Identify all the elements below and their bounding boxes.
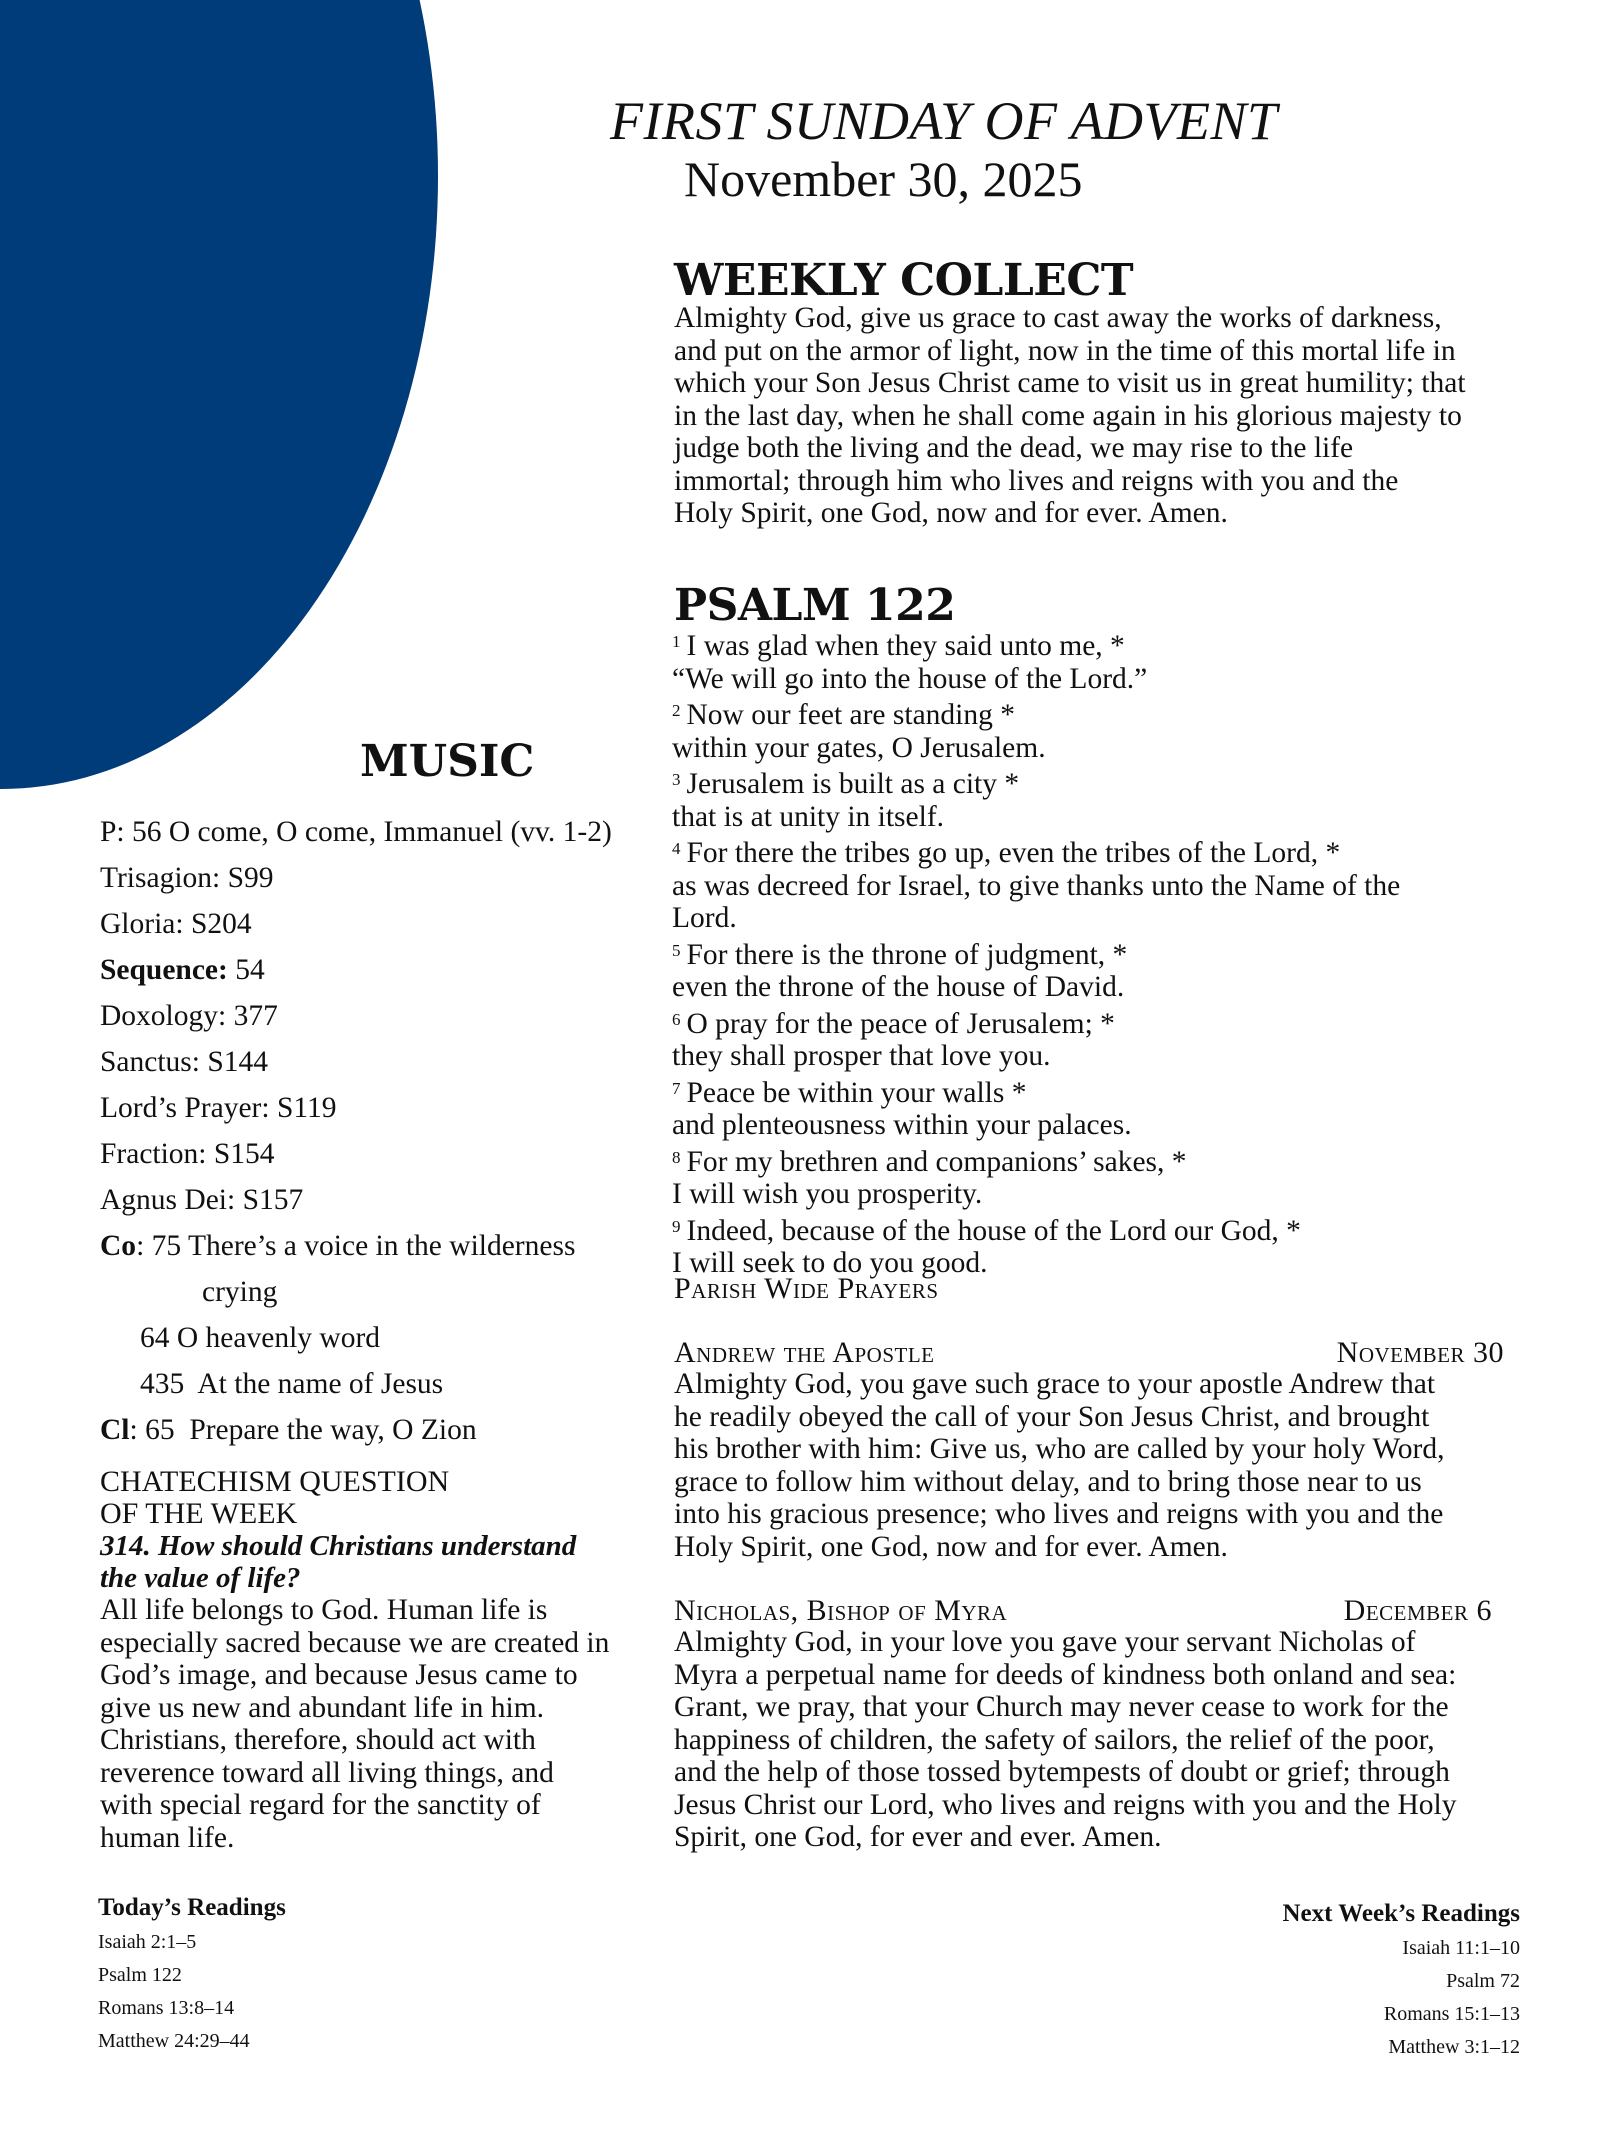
prayer-line: happiness of children, the safety of sailors, the relief of the poor, — [674, 1723, 1435, 1756]
feast-header-andrew — [674, 1336, 1504, 1370]
psalm-verse-line: $^6$ O pray for the peace of Jerusalem; * — [672, 1007, 1115, 1040]
reading-item: Romans 15:1–13 — [1383, 2003, 1520, 2025]
music-item — [100, 901, 660, 947]
next-readings-heading: Next Week’s Readings — [1282, 1900, 1520, 1927]
collect-line: and put on the armor of light, now in the time of this mortal life in — [674, 334, 1456, 367]
music-item-label: Cl — [100, 1414, 130, 1446]
collect-text — [674, 302, 1544, 530]
psalm-verse-line: even the throne of the house of David. — [672, 971, 1125, 1003]
collect-line: judge both the living and the dead, we may rise to the life — [674, 432, 1354, 464]
prayer-line: and the help of those tossed bytempests of doubt or grief; through — [674, 1756, 1450, 1788]
psalm-verse-line: $^1$ I was glad when they said unto me, * — [672, 630, 1125, 662]
verse-number: 7 — [672, 1078, 681, 1098]
music-item — [100, 1085, 660, 1131]
verse-number: 4 — [672, 839, 681, 858]
feast-name: Andrew the Apostle — [674, 1336, 935, 1369]
catechism-question — [100, 1530, 640, 1594]
psalm-verse-line: I will wish you prosperity. — [672, 1178, 983, 1210]
psalm-verse-line: $^3$ Jerusalem is built as a city * — [672, 768, 1020, 800]
catechism-answer-line: give us new and abundant life in him. — [100, 1691, 545, 1724]
decorative-blue-circle — [0, 0, 438, 789]
music-item — [100, 1361, 660, 1407]
music-item — [100, 993, 660, 1039]
catechism-answer-line: with special regard for the sanctity of — [100, 1789, 541, 1821]
prayer-line: grace to follow him without delay, and to bring those near to us — [674, 1465, 1422, 1498]
feast-name: Nicholas, Bishop of Myra — [674, 1594, 1008, 1627]
prayer-line: into his gracious presence; who lives and reigns with you and the — [674, 1498, 1444, 1530]
verse-number: 2 — [672, 701, 681, 720]
music-item-label: Doxology: — [100, 1000, 227, 1032]
music-item-value: 54 — [227, 954, 265, 986]
psalm-verse-line: as was decreed for Israel, to give thanks unto the Name of the — [672, 869, 1401, 902]
music-item-value: 56 O come, O come, Immanuel (vv. 1-2) — [124, 816, 612, 848]
parish-prayers-heading: Parish Wide Prayers — [674, 1272, 939, 1305]
music-item-value: S144 — [199, 1046, 269, 1078]
prayer-line: Holy Spirit, one God, now and for ever. Amen. — [674, 1530, 1228, 1563]
prayer-line: Spirit, one God, for ever and ever. Amen. — [674, 1821, 1162, 1853]
feast-header-nicholas — [674, 1594, 1492, 1628]
prayer-line: Almighty God, you gave such grace to your apostle Andrew that — [674, 1368, 1436, 1400]
music-list — [100, 809, 660, 1453]
music-item-value: S204 — [183, 908, 252, 940]
music-item-value: S99 — [220, 862, 274, 894]
music-item-label: Co — [100, 1230, 137, 1262]
psalm-verse-line: within your gates, O Jerusalem. — [672, 731, 1046, 764]
reading-item: Isaiah 11:1–10 — [1402, 1937, 1520, 1959]
feast-date: December 6 — [1343, 1594, 1492, 1627]
prayer-line: Grant, we pray, that your Church may never cease to work for the — [674, 1691, 1449, 1723]
reading-item: Matthew 24:29–44 — [98, 2030, 250, 2052]
psalm-verse-line: Lord. — [672, 902, 737, 934]
music-heading: MUSIC — [360, 736, 535, 787]
catechism-question-line: 314. How should Christians understand — [100, 1530, 577, 1562]
psalm-verse-line: and plenteousness within your palaces. — [672, 1109, 1132, 1141]
verse-number: 9 — [672, 1216, 681, 1236]
music-item-value: 377 — [226, 1000, 278, 1032]
music-item-value: 64 O heavenly word — [140, 1322, 381, 1354]
music-item — [100, 1177, 660, 1223]
psalm-verse-line: “We will go into the house of the Lord.” — [672, 662, 1148, 695]
music-item — [100, 1039, 660, 1085]
collect-line: Holy Spirit, one God, now and for ever. Amen. — [674, 497, 1228, 529]
psalm-verses — [672, 626, 1552, 1280]
psalm-verse-line: $^5$ For there is the throne of judgment, * — [672, 938, 1128, 971]
music-item-label: Sequence: — [100, 954, 228, 986]
next-weeks-readings — [1160, 1900, 1520, 2064]
psalm-verse-line: $^8$ For my brethren and companions’ sakes, * — [672, 1145, 1187, 1178]
music-item — [100, 1223, 660, 1269]
psalm-verse-line: I will seek to do you good. — [672, 1247, 988, 1279]
catechism-answer-line: God’s image, and because Jesus came to — [100, 1659, 578, 1691]
music-item-value: S119 — [269, 1092, 337, 1124]
page-date: November 30, 2025 — [684, 151, 1083, 207]
psalm-heading: PSALM 122 — [674, 580, 956, 631]
collect-line: in the last day, when he shall come again in his glorious majesty to — [674, 399, 1462, 432]
reading-item: Psalm 72 — [1446, 1970, 1520, 1992]
music-item-value: 435 At the name of Jesus — [140, 1368, 444, 1400]
music-item — [100, 1131, 660, 1177]
psalm-verse-line: that is at unity in itself. — [672, 800, 945, 833]
music-item — [100, 1269, 660, 1315]
reading-item: Isaiah 2:1–5 — [98, 1931, 197, 1953]
music-item-value: : 75 There’s a voice in the wilderness — [136, 1230, 576, 1262]
prayer-line: he readily obeyed the call of your Son Jesus Christ, and brought — [674, 1400, 1430, 1433]
music-item-label: Trisagion: — [100, 862, 221, 894]
collect-line: immortal; through him who lives and reigns with you and the — [674, 464, 1399, 497]
music-item-label: Fraction: — [100, 1138, 207, 1170]
nicholas-prayer-text — [674, 1626, 1554, 1854]
page-title: FIRST SUNDAY OF ADVENT — [610, 91, 1278, 151]
catechism-title-line: CHATECHISM QUESTION — [100, 1465, 450, 1498]
music-item — [100, 1315, 660, 1361]
reading-item: Romans 13:8–14 — [98, 1997, 235, 2019]
prayer-line: Jesus Christ our Lord, who lives and reigns with you and the Holy — [674, 1788, 1457, 1821]
music-item — [100, 855, 660, 901]
catechism-answer-line: All life belongs to God. Human life is — [100, 1594, 548, 1626]
music-item-value: S154 — [206, 1138, 275, 1170]
music-item-value: : 65 Prepare the way, O Zion — [129, 1414, 477, 1446]
catechism-answer-line: reverence toward all living things, and — [100, 1756, 554, 1789]
prayer-line: his brother with him: Give us, who are called by your holy Word, — [674, 1433, 1445, 1465]
psalm-verse-line: $^9$ Indeed, because of the house of the Lord our God, * — [672, 1214, 1301, 1247]
music-item-label: Gloria: — [100, 908, 184, 940]
prayer-line: Almighty God, in your love you gave your servant Nicholas of — [674, 1626, 1416, 1658]
psalm-verse-line: $^2$ Now our feet are standing * — [672, 699, 1015, 731]
prayer-line: Myra a perpetual name for deeds of kindness both onland and sea: — [674, 1658, 1457, 1691]
verse-number: 6 — [672, 1009, 681, 1029]
catechism-title-line: OF THE WEEK — [100, 1497, 298, 1530]
psalm-verse-line: $^7$ Peace be within your walls * — [672, 1076, 1027, 1109]
verse-number: 5 — [672, 940, 681, 960]
catechism-title — [100, 1466, 640, 1530]
verse-number: 1 — [672, 632, 681, 651]
music-item — [100, 809, 660, 855]
verse-number: 3 — [672, 770, 681, 789]
todays-readings-heading: Today’s Readings — [98, 1894, 286, 1921]
music-item-label: P: — [100, 816, 125, 848]
catechism-answer — [100, 1594, 640, 1854]
reading-item: Psalm 122 — [98, 1964, 182, 1986]
music-item-value: crying — [202, 1276, 278, 1308]
music-item — [100, 947, 660, 993]
collect-line: which your Son Jesus Christ came to visit us in great humility; that — [674, 367, 1466, 399]
catechism-question-line: the value of life? — [100, 1562, 301, 1594]
andrew-prayer-text — [674, 1368, 1554, 1563]
music-item — [100, 1407, 660, 1453]
music-item-label: Agnus Dei: — [100, 1184, 236, 1216]
collect-heading: WEEKLY COLLECT — [674, 255, 1134, 306]
catechism-answer-line: especially sacred because we are created in — [100, 1626, 610, 1659]
catechism-section — [100, 1466, 640, 1854]
psalm-verse-line: $^4$ For there the tribes go up, even the tribes of the Lord, * — [672, 837, 1341, 869]
music-item-label: Sanctus: — [100, 1046, 200, 1078]
collect-line: Almighty God, give us grace to cast away the works of darkness, — [674, 302, 1442, 334]
psalm-verse-line: they shall prosper that love you. — [672, 1040, 1051, 1072]
todays-readings — [98, 1894, 498, 2058]
music-item-value: S157 — [235, 1184, 304, 1216]
feast-date: November 30 — [1336, 1336, 1504, 1369]
catechism-answer-line: human life. — [100, 1821, 235, 1854]
reading-item: Matthew 3:1–12 — [1388, 2036, 1520, 2058]
verse-number: 8 — [672, 1147, 681, 1167]
music-item-label: Lord’s Prayer: — [100, 1092, 270, 1124]
catechism-answer-line: Christians, therefore, should act with — [100, 1724, 536, 1756]
